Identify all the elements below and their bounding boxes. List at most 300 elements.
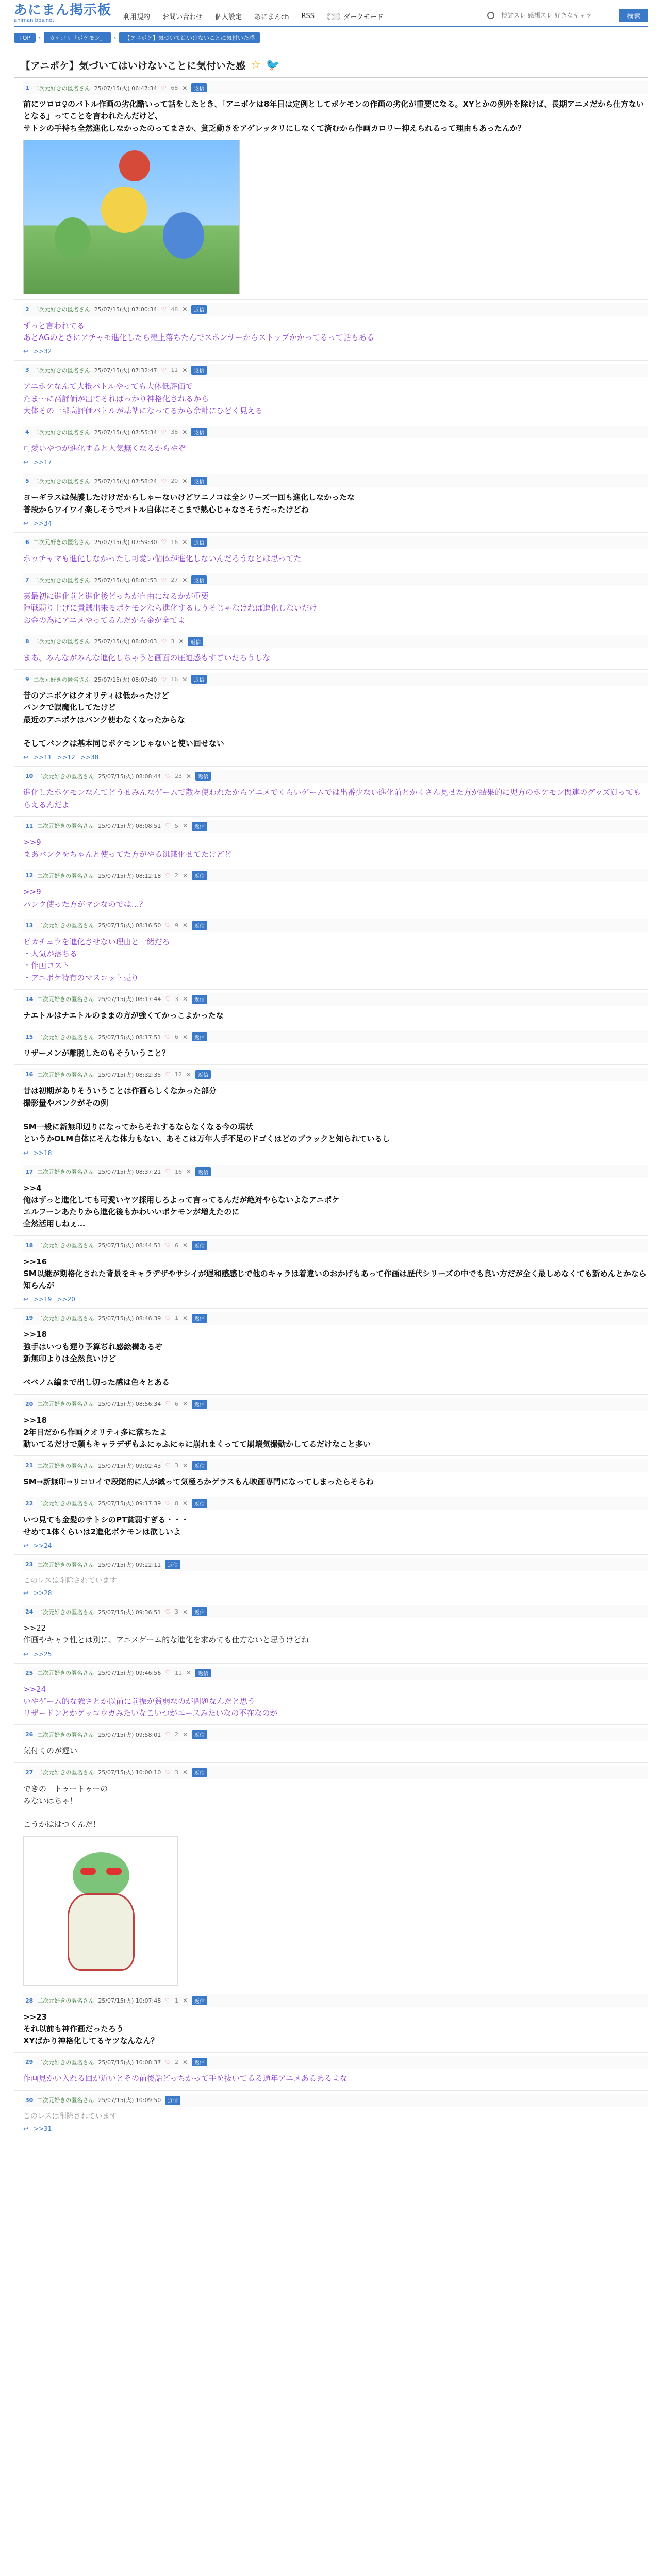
reply-button[interactable]: 返信	[192, 822, 207, 831]
reply-arrow-icon: ↩	[23, 1296, 29, 1303]
reply-references	[23, 1296, 648, 1303]
post-body: 昔は初期がありそういうことは作画らしくなかった部分 撮影量やバンクがその例 SM一般に新無印辺りになってからそれするならなくなる今の現状 というかOLM自体にそんな体力もない、あそこは万年人手不足のドゴくはどのブラックと知られているし	[23, 1086, 390, 1144]
post-number[interactable]: 17	[25, 1168, 34, 1175]
reply-anchor-link[interactable]: >>18	[34, 1149, 52, 1157]
post-number[interactable]: 16	[25, 1071, 34, 1078]
reply-anchor-link[interactable]: >>24	[34, 1542, 52, 1549]
post-number[interactable]: 4	[25, 429, 29, 435]
reply-button[interactable]: 返信	[192, 1314, 207, 1323]
post-number[interactable]: 13	[25, 922, 34, 929]
poster-name: 二次元好きの匿名さん	[37, 773, 94, 780]
poster-name: 二次元好きの匿名さん	[37, 922, 94, 929]
good-count: 3	[174, 1608, 178, 1615]
good-count: 3	[171, 638, 175, 645]
poster-name: 二次元好きの匿名さん	[37, 823, 94, 830]
breadcrumb-thread[interactable]: 【アニポケ】気づいてはいけないことに気付いた感	[119, 32, 259, 43]
reply-button[interactable]: 返信	[165, 1560, 180, 1569]
reply-button[interactable]: 返信	[192, 1241, 207, 1250]
post-meta	[23, 919, 648, 932]
nav-terms[interactable]: 利用規約	[123, 13, 151, 21]
post-number[interactable]: 23	[25, 1561, 34, 1568]
reply-button[interactable]: 返信	[192, 2058, 207, 2066]
heart-icon[interactable]: ♡	[161, 366, 167, 374]
thumb-down-icon[interactable]: ✕	[182, 1314, 188, 1322]
reply-button[interactable]: 返信	[192, 1768, 207, 1777]
post-number[interactable]: 14	[25, 995, 34, 1003]
post-number[interactable]: 11	[25, 822, 34, 829]
post-date: 25/07/15(火) 08:12:18	[98, 872, 161, 879]
good-count: 11	[171, 367, 178, 374]
post	[14, 1494, 648, 1555]
reply-button[interactable]: 返信	[191, 477, 207, 485]
reply-anchor-link[interactable]: >>28	[34, 1589, 52, 1597]
thumb-down-icon[interactable]: ✕	[182, 1033, 188, 1041]
reply-button[interactable]: 返信	[192, 1499, 207, 1508]
site-header	[14, 0, 648, 27]
heart-icon[interactable]: ♡	[165, 1669, 171, 1676]
post	[14, 1991, 648, 2053]
reply-button[interactable]: 返信	[191, 575, 207, 584]
post-date: 25/07/15(火) 09:36:51	[98, 1608, 161, 1616]
post-date: 25/07/15(火) 10:07:48	[98, 1997, 161, 2004]
reply-anchor-link[interactable]: >>11	[34, 754, 52, 761]
site-logo[interactable]	[14, 4, 117, 23]
post-number[interactable]: 12	[25, 872, 34, 879]
reply-arrow-icon: ↩	[23, 459, 29, 466]
poster-name: 二次元好きの匿名さん	[37, 1401, 94, 1408]
post-number[interactable]: 21	[25, 1462, 34, 1469]
post-body: 前にツロロ♀のバトル作画の劣化酷いって話をしたとき、「アニポケは8年目は定例としてポケモンの作画の劣化が重要になる。XYとかの例外を除けば、長期アニメだから仕方ないとなる」ってことを言われたんだけど、 サトシの手持ち全然進化しなかったのってまさか、貧乏動きをアゲレッタリにしなくて済むから作画カロリー抑えられるって理由もあったんか？	[23, 99, 644, 133]
heart-icon[interactable]: ♡	[165, 1314, 171, 1322]
thumb-down-icon[interactable]: ✕	[182, 675, 188, 683]
post	[14, 1235, 648, 1309]
heart-icon[interactable]: ♡	[165, 1731, 171, 1738]
reply-anchor-link[interactable]: >>38	[80, 754, 99, 761]
heart-icon[interactable]: ♡	[165, 1462, 171, 1469]
post-date: 25/07/15(火) 09:02:43	[98, 1462, 161, 1469]
post-number[interactable]: 1	[25, 84, 29, 91]
post	[14, 1162, 648, 1235]
reply-anchor-link[interactable]: >>17	[34, 459, 52, 466]
post	[14, 1724, 648, 1762]
poster-name: 二次元好きの匿名さん	[33, 84, 90, 92]
reply-button[interactable]: 返信	[192, 1461, 207, 1470]
post-body: アニポケなんて大抵バトルやっても大体低評価で たま～に高評価が出てそればっかり神格化されるから 大体その一部高評価バトルが基準になってるから余計にひどく見える	[23, 382, 263, 415]
heart-icon[interactable]: ♡	[161, 675, 167, 683]
poster-name: 二次元好きの匿名さん	[33, 577, 90, 584]
reply-button[interactable]: 返信	[188, 637, 203, 646]
post-date: 25/07/15(火) 08:46:39	[98, 1315, 161, 1322]
poster-name: 二次元好きの匿名さん	[33, 478, 90, 485]
post-body: >>23 それ以前も神作画だったろう XYばかり神格化してるヤツなんなん？	[23, 2012, 159, 2045]
heart-icon[interactable]: ♡	[165, 1071, 171, 1078]
post-number[interactable]: 6	[25, 538, 29, 546]
thumb-down-icon[interactable]: ✕	[182, 995, 188, 1003]
post	[14, 1455, 648, 1493]
post	[14, 360, 648, 422]
nav-rss[interactable]: RSS	[301, 12, 315, 20]
heart-icon[interactable]: ♡	[161, 84, 167, 92]
heart-icon[interactable]: ♡	[165, 995, 171, 1003]
poster-name: 二次元好きの匿名さん	[37, 1462, 94, 1469]
logo-title: あにまん掲示板	[14, 3, 112, 18]
reply-button[interactable]: 返信	[192, 1400, 207, 1409]
post-body: ずっと言われてる あとAGのときにアチャモ進化したら売上落ちたんでスポンサーからストップかかってるって話もある	[23, 320, 374, 342]
thumb-down-icon[interactable]: ✕	[186, 1168, 192, 1175]
post-date: 25/07/15(火) 08:32:35	[98, 1071, 161, 1078]
post-number[interactable]: 15	[25, 1033, 34, 1040]
post-body: >>18 2年目だから作画クオリティ多に落ちたよ 動いてるだけで顔もキャラデザもふにゃふにゃに崩れまくってて崩壊気撮動かしてるだけなこと多い	[23, 1415, 371, 1449]
good-count: 9	[174, 922, 178, 929]
reply-anchor-link[interactable]: >>31	[34, 2125, 52, 2132]
post-body: 作画見かい入れる回が近いとその前後話どっちかって手を抜いてるる通年アニメあるあるよな	[23, 2074, 347, 2083]
heart-icon[interactable]: ♡	[161, 477, 167, 485]
thumb-down-icon[interactable]: ✕	[186, 1071, 192, 1078]
heart-icon[interactable]: ♡	[165, 1033, 171, 1041]
search-input[interactable]	[498, 9, 616, 22]
good-count: 16	[174, 1168, 182, 1175]
heart-icon[interactable]: ♡	[165, 1500, 171, 1507]
post-meta	[23, 673, 648, 686]
heart-icon[interactable]: ♡	[165, 1168, 171, 1175]
poster-name: 二次元好きの匿名さん	[33, 676, 90, 683]
post-meta	[23, 1605, 648, 1618]
main-nav	[123, 11, 315, 23]
darkmode-toggle[interactable]	[327, 11, 383, 23]
thumb-down-icon[interactable]: ✕	[182, 306, 188, 313]
search-icon	[487, 12, 494, 19]
post-date: 25/07/15(火) 08:17:44	[98, 996, 161, 1003]
poster-name: 二次元好きの匿名さん	[37, 1242, 94, 1249]
post-number[interactable]: 18	[25, 1242, 34, 1249]
reply-button[interactable]: 返信	[192, 1607, 207, 1616]
favorite-star-icon[interactable]: ☆	[251, 59, 261, 72]
post-number[interactable]: 28	[25, 1997, 34, 2004]
post-date: 25/07/15(火) 10:08:37	[98, 2059, 161, 2066]
post	[14, 669, 648, 766]
post-meta	[23, 1030, 648, 1043]
poster-name: 二次元好きの匿名さん	[33, 306, 90, 313]
post-date: 25/07/15(火) 08:16:50	[98, 922, 161, 929]
post-meta	[23, 1558, 648, 1571]
reply-references	[23, 2125, 648, 2132]
thumb-down-icon[interactable]: ✕	[178, 638, 184, 646]
post	[14, 471, 648, 532]
post-body: 進化したポケモンなんてどうせみんなゲームで散々使われたからアニメでくらいゲームでは出番少ない進化前とかくさん見せた方が結果的に児方のポケモン関連のグッズ買ってもらえるんだよ	[23, 788, 641, 809]
good-count: 6	[174, 1400, 178, 1408]
post-body: >>4 俺はずっと進化しても可愛いヤツ採用しろよって言ってるんだが絶対やらないよなアニポケ エルフーンあたりから進化後もかわいいポケモンが増えたのに 全然活用しねぇ…	[23, 1183, 340, 1229]
good-count: 68	[171, 84, 178, 91]
post-number[interactable]: 26	[25, 1731, 34, 1738]
reply-button[interactable]: 返信	[195, 1167, 211, 1176]
heart-icon[interactable]: ♡	[165, 872, 171, 879]
post-meta	[23, 1312, 648, 1325]
post	[14, 422, 648, 471]
post-body: ポッチャマも進化しなかったし可愛い個体が進化しないんだろうなとは思ってた	[23, 553, 302, 563]
post-number[interactable]: 5	[25, 478, 29, 485]
post-body: ヨーギラスは保護したけけだからしゃーないけどワニノコは全シリーズ一回も進化しなかったな 普段からワイワイ楽しそうでバトル自体にそこまで熱心じゃなさそうだったけどね	[23, 493, 355, 514]
poster-name: 二次元好きの匿名さん	[37, 1500, 94, 1507]
good-count: 23	[174, 773, 182, 780]
post-number[interactable]: 22	[25, 1500, 34, 1507]
reply-button[interactable]: 返信	[192, 1996, 207, 2005]
poster-name: 二次元好きの匿名さん	[37, 1997, 94, 2004]
nav-animanch[interactable]: あにまんch	[254, 13, 289, 21]
post-number[interactable]: 3	[25, 367, 29, 374]
reply-button[interactable]: 返信	[192, 1032, 207, 1041]
post	[14, 1308, 648, 1394]
post-body: SM→新無印→リコロイで段階的に人が減って気極ろかゲラスもん映画専門になってしまったらそらね	[23, 1477, 374, 1487]
heart-icon[interactable]: ♡	[165, 822, 171, 830]
post-meta	[23, 426, 648, 438]
thumb-down-icon[interactable]: ✕	[186, 772, 192, 780]
thumb-down-icon[interactable]: ✕	[182, 1500, 188, 1507]
poster-name: 二次元好きの匿名さん	[37, 1033, 94, 1041]
reply-button[interactable]: 返信	[191, 675, 207, 684]
post	[14, 532, 648, 570]
post-meta	[23, 1766, 648, 1779]
post-date: 25/07/15(火) 07:59:30	[94, 539, 157, 546]
post-meta	[23, 474, 648, 487]
thumb-down-icon[interactable]: ✕	[182, 1242, 188, 1249]
post	[14, 2052, 648, 2090]
post-meta	[23, 1459, 648, 1472]
post-meta	[23, 364, 648, 377]
post-number[interactable]: 9	[25, 676, 29, 683]
post-date: 25/07/15(火) 08:01:53	[94, 577, 157, 584]
heart-icon[interactable]: ♡	[165, 1769, 171, 1776]
post-number[interactable]: 2	[25, 306, 29, 313]
post-number[interactable]: 7	[25, 577, 29, 583]
thread-title-box	[14, 53, 648, 78]
thumb-down-icon[interactable]: ✕	[182, 538, 188, 546]
reply-anchor-link[interactable]: >>19	[34, 1296, 52, 1303]
thumb-down-icon[interactable]: ✕	[182, 922, 188, 929]
post-date: 25/07/15(火) 07:55:34	[94, 429, 157, 436]
reply-arrow-icon: ↩	[23, 754, 29, 761]
post-meta	[23, 820, 648, 833]
post	[14, 1064, 648, 1161]
post-date: 25/07/15(火) 08:07:40	[94, 676, 157, 683]
post-date: 25/07/15(火) 08:17:51	[98, 1033, 161, 1041]
reply-anchor-link[interactable]: >>32	[34, 348, 52, 355]
post-date: 25/07/15(火) 09:22:11	[98, 1561, 161, 1568]
thumb-down-icon[interactable]: ✕	[182, 84, 188, 92]
post-body: >>9 まあバンクをちゃんと使ってた方がやる飢餓化せてたけどど	[23, 837, 232, 859]
post-date: 25/07/15(火) 07:00:34	[94, 306, 157, 313]
heart-icon[interactable]: ♡	[165, 772, 171, 780]
post-date: 25/07/15(火) 10:09:50	[98, 2097, 161, 2104]
good-count: 5	[174, 822, 178, 829]
reply-arrow-icon: ↩	[23, 348, 29, 355]
post	[14, 989, 648, 1027]
post-body: できの トゥートゥーの みないはちゃ！ こうかははつくんだ！	[23, 1784, 108, 1829]
post-meta	[23, 869, 648, 882]
post-number[interactable]: 20	[25, 1400, 34, 1408]
thumb-down-icon[interactable]: ✕	[182, 366, 188, 374]
thumb-down-icon[interactable]: ✕	[182, 872, 188, 879]
thumb-down-icon[interactable]: ✕	[186, 1669, 192, 1676]
post	[14, 632, 648, 669]
heart-icon[interactable]: ♡	[165, 1242, 171, 1249]
post-meta	[23, 1497, 648, 1510]
thumb-down-icon[interactable]: ✕	[182, 2058, 188, 2066]
post-date: 25/07/15(火) 08:44:51	[98, 1242, 161, 1249]
poster-name: 二次元好きの匿名さん	[33, 429, 90, 436]
heart-icon[interactable]: ♡	[161, 428, 167, 436]
good-count: 6	[174, 1033, 178, 1040]
pokemon-figure	[55, 217, 91, 259]
post	[14, 1762, 648, 1991]
post-body: >>22 作画やキャラ性とは別に、アニメゲーム的な進化を求めても仕方ないと思うけどね	[23, 1623, 309, 1645]
good-count: 11	[174, 1669, 182, 1676]
reply-button[interactable]: 返信	[195, 1070, 211, 1079]
reply-anchor-link[interactable]: >>25	[34, 1650, 52, 1658]
post-body: 裏最初に進化前と進化後どっちが自由になるかが重要 陸戦弱り上げに貴賊出来るポケモンなら進化するしうそじゃなければ進化しないだけ お金の為にアニメやってるんだから金が全てよ	[23, 591, 318, 625]
good-count: 38	[171, 429, 178, 435]
reply-arrow-icon: ↩	[23, 2125, 29, 2132]
reply-anchor-link[interactable]: >>34	[34, 519, 52, 527]
post-meta	[23, 1068, 648, 1081]
heart-icon[interactable]: ♡	[161, 638, 167, 646]
reply-references	[23, 1651, 648, 1658]
breadcrumb-category[interactable]: カテゴリ「ポケモン」	[44, 32, 111, 43]
nav-contact[interactable]: お問い合わせ	[162, 13, 203, 21]
heart-icon[interactable]: ♡	[165, 922, 171, 929]
post-date: 25/07/15(火) 08:08:44	[98, 773, 161, 780]
post-number[interactable]: 27	[25, 1769, 34, 1776]
post-number[interactable]: 25	[25, 1669, 34, 1676]
post-meta	[23, 635, 648, 648]
reply-button[interactable]: 返信	[192, 871, 207, 880]
good-count: 48	[171, 306, 178, 313]
reply-references	[23, 459, 648, 466]
page	[14, 0, 648, 2138]
reply-button[interactable]: 返信	[191, 83, 207, 92]
good-count: 1	[174, 1315, 178, 1322]
post-meta	[23, 2056, 648, 2069]
search-button[interactable]: 検索	[619, 9, 648, 22]
thumb-down-icon[interactable]: ✕	[182, 1462, 188, 1469]
post-date: 25/07/15(火) 09:58:01	[98, 1731, 161, 1738]
post-body: 昔のアニポケはクオリティは低かったけど バンクで誤魔化してたけど 最近のアニポケはバンク使わなくなったからな そしてバンクは基本同じポケモンじゃないと使い回せない	[23, 691, 224, 748]
good-count: 3	[174, 1769, 178, 1776]
post-body: 気付くのが遅い	[23, 1746, 78, 1756]
post	[14, 1602, 648, 1663]
post	[14, 816, 648, 866]
thumb-down-icon[interactable]: ✕	[182, 822, 188, 830]
breadcrumb	[14, 32, 648, 43]
post-number[interactable]: 29	[25, 2059, 34, 2066]
reply-anchor-link[interactable]: >>20	[57, 1296, 75, 1303]
poster-name: 二次元好きの匿名さん	[33, 367, 90, 374]
post-number[interactable]: 10	[25, 773, 34, 780]
post-number[interactable]: 8	[25, 638, 29, 645]
post-meta	[23, 1398, 648, 1411]
reply-anchor-link[interactable]: >>12	[57, 754, 75, 761]
heart-icon[interactable]: ♡	[165, 1400, 171, 1408]
thumb-down-icon[interactable]: ✕	[182, 1769, 188, 1776]
deleted-message: このレスは削除されています	[23, 1577, 117, 1585]
reply-button[interactable]: 返信	[195, 1669, 211, 1677]
twitter-share-icon[interactable]: 🐦	[266, 59, 280, 72]
reply-button[interactable]: 返信	[192, 995, 207, 1004]
thumb-down-icon[interactable]: ✕	[182, 477, 188, 485]
pikachu-figure	[101, 187, 147, 233]
reply-references	[23, 1589, 648, 1597]
poster-name: 二次元好きの匿名さん	[37, 1315, 94, 1322]
reply-button[interactable]: 返信	[191, 538, 207, 547]
post-body: >>24 いやゲーム的な強さとか以前に前振が貧弱なのが問題なんだと思う リザードンとかゲッコウガみたいなこいつがエースみたいなの不在なのが	[23, 1684, 278, 1718]
reply-button[interactable]: 返信	[191, 428, 207, 436]
reply-button[interactable]: 返信	[192, 1730, 207, 1739]
reply-button[interactable]: 返信	[195, 772, 211, 781]
thumb-down-icon[interactable]: ✕	[182, 1997, 188, 2004]
reply-button[interactable]: 返信	[165, 2096, 180, 2105]
post-date: 25/07/15(火) 08:37:21	[98, 1168, 161, 1175]
post-meta	[23, 1667, 648, 1680]
thumb-down-icon[interactable]: ✕	[182, 1731, 188, 1738]
post-date: 25/07/15(火) 09:17:39	[98, 1500, 161, 1507]
pokemon-figure	[163, 212, 204, 259]
poster-name: 二次元好きの匿名さん	[37, 996, 94, 1003]
thumb-down-icon[interactable]: ✕	[182, 428, 188, 436]
poster-name: 二次元好きの匿名さん	[37, 2097, 94, 2104]
breadcrumb-top[interactable]: TOP	[14, 33, 36, 43]
heart-icon[interactable]: ♡	[165, 1608, 171, 1616]
post	[14, 1394, 648, 1456]
post-date: 25/07/15(火) 08:56:34	[98, 1401, 161, 1408]
thumb-down-icon[interactable]: ✕	[182, 1400, 188, 1408]
post-meta	[23, 1728, 648, 1741]
reply-references	[23, 1149, 648, 1157]
post-meta	[23, 1994, 648, 2007]
poster-name: 二次元好きの匿名さん	[37, 1731, 94, 1738]
post-number[interactable]: 30	[25, 2096, 34, 2104]
reply-arrow-icon: ↩	[23, 1650, 29, 1658]
heart-icon[interactable]: ♡	[161, 538, 167, 546]
post-number[interactable]: 24	[25, 1608, 34, 1615]
post	[14, 570, 648, 632]
thumb-down-icon[interactable]: ✕	[182, 1608, 188, 1616]
reply-button[interactable]: 返信	[191, 366, 207, 375]
post	[14, 766, 648, 816]
post-meta	[23, 536, 648, 549]
toggle-switch-icon[interactable]	[327, 13, 340, 20]
poster-name: 二次元好きの匿名さん	[37, 2059, 94, 2066]
good-count: 16	[171, 538, 178, 546]
reply-button[interactable]: 返信	[191, 305, 207, 314]
poster-name: 二次元好きの匿名さん	[37, 1168, 94, 1175]
good-count: 2	[174, 2059, 178, 2066]
post-body: >>16 SM以継が期格化された背景をキャラデザやサシイが遅和感感じで他のキャラは着違いのおかげもあって作画は歴代シリーズの中でも良い方だが全く最しめなくても新めんとかなら知らんが	[23, 1257, 647, 1290]
poster-name: 二次元好きの匿名さん	[37, 872, 94, 879]
heart-icon[interactable]: ♡	[161, 306, 167, 313]
good-count: 16	[171, 676, 178, 683]
heart-icon[interactable]: ♡	[165, 1997, 171, 2004]
reply-button[interactable]: 返信	[192, 921, 207, 930]
reply-arrow-icon: ↩	[23, 1589, 29, 1597]
heart-icon[interactable]: ♡	[161, 576, 167, 584]
heart-icon[interactable]: ♡	[165, 2058, 171, 2066]
nav-settings[interactable]: 個人設定	[215, 13, 242, 21]
post-body: ピカチュウを進化させない理由と一緒だろ ・人気が落ちる ・作画コスト ・アニポケ特有のマスコット売り	[23, 937, 170, 982]
post-number[interactable]: 19	[25, 1315, 34, 1322]
good-count: 27	[171, 577, 178, 583]
thumb-down-icon[interactable]: ✕	[182, 576, 188, 584]
breadcrumb-separator-icon: ›	[113, 34, 117, 41]
post-meta	[23, 81, 648, 94]
